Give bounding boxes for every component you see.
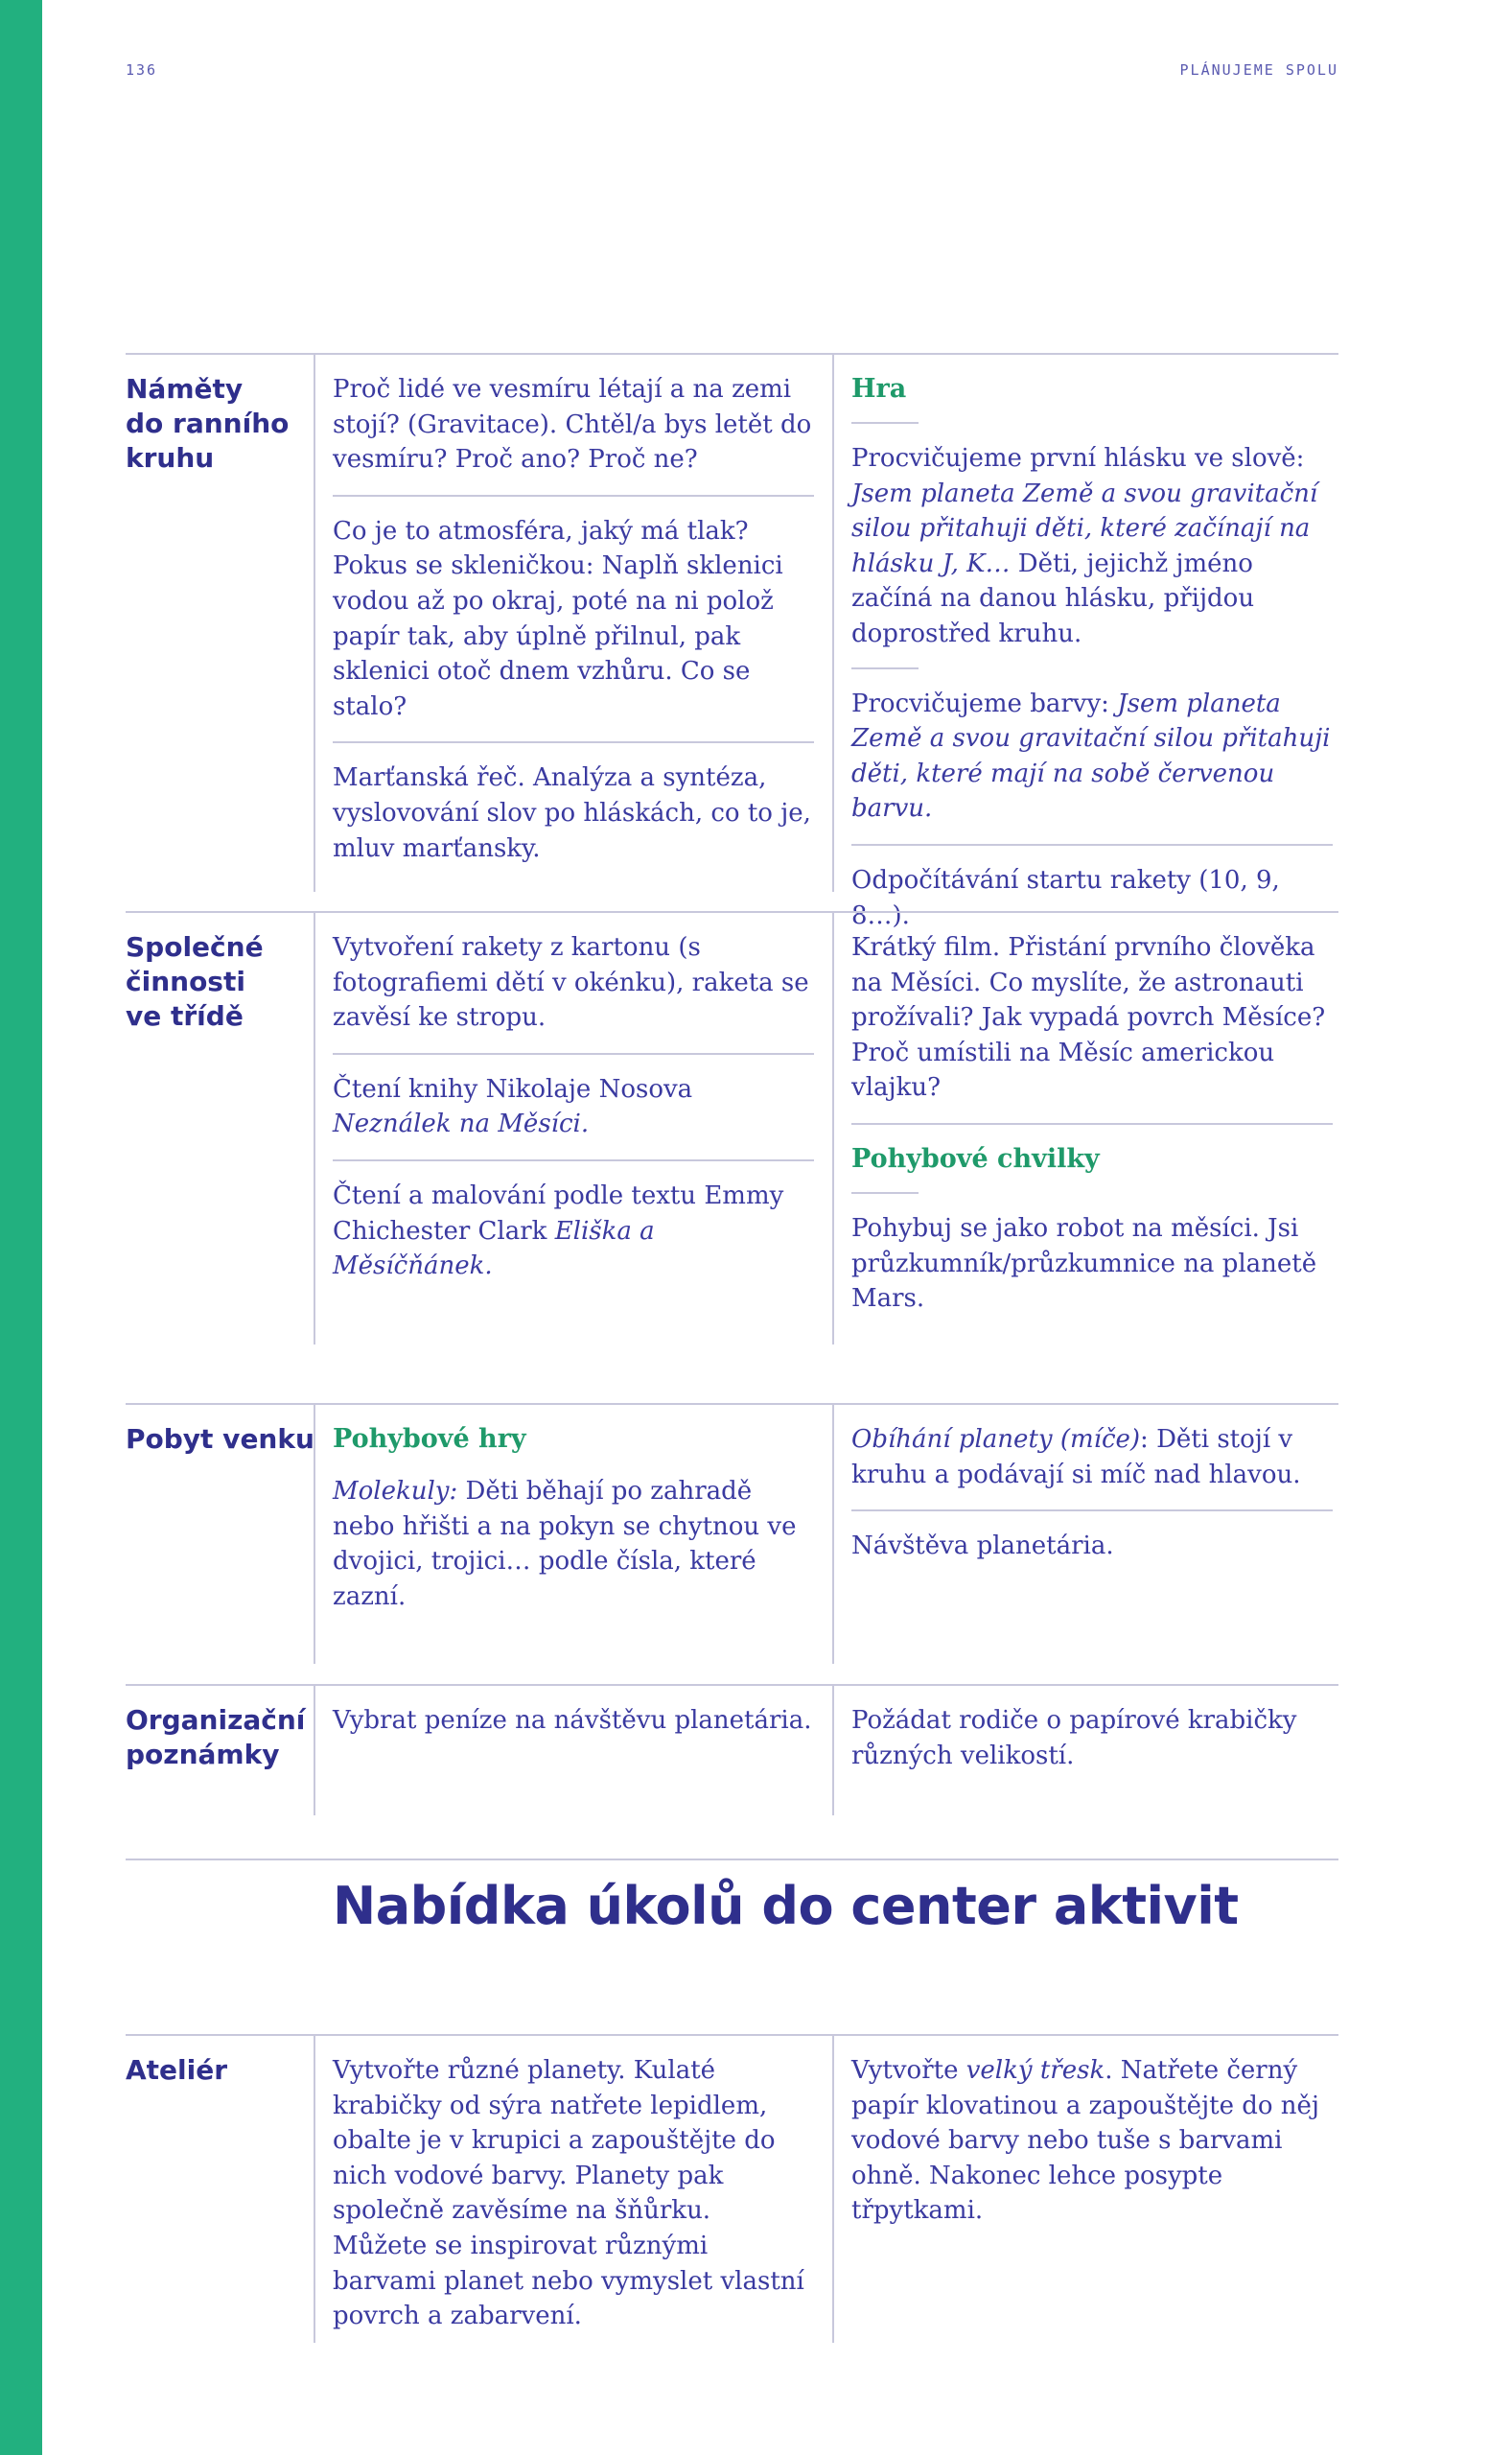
green-margin-bar: [0, 0, 42, 2455]
running-title: PLÁNUJEME SPOLU: [1179, 61, 1338, 79]
paragraph: Vytvoření rakety z kartonu (s fotografiemi dětí v okénku), raketa se zavěsí ke stropu.: [333, 933, 809, 1033]
page-number: 136: [126, 61, 158, 79]
paragraph: Proč lidé ve vesmíru létají a na zemi stojí? (Gravitace). Chtěl/a bys letět do vesmíru? Proč ano? Proč ne?: [333, 375, 812, 475]
paragraph: Odpočítávání startu rakety (10, 9, 8…).: [851, 865, 1280, 930]
section-outdoor: [126, 1403, 1338, 1664]
page-title: Nabídka úkolů do center aktivit: [333, 1876, 1239, 1936]
section-morning-circle: [126, 353, 1338, 930]
subheading-game: Hra: [851, 374, 907, 404]
column-left: [314, 355, 812, 892]
section-label: Organizační poznámky: [126, 1704, 306, 1770]
paragraph: Čtení a malování podle textu Emmy Chichester Clark Eliška a Měsíčňánek.: [333, 1181, 784, 1281]
paragraph: Požádat rodiče o papírové krabičky různých velikostí.: [851, 1706, 1297, 1770]
column-left: [314, 1405, 812, 1664]
column-right: [832, 1686, 1331, 1815]
column-right: [832, 355, 1331, 930]
column-left: [314, 2036, 812, 2343]
column-left: [314, 1686, 812, 1815]
column-left: [314, 913, 812, 1344]
page-header: [126, 61, 1338, 81]
paragraph: Marťanská řeč. Analýza a syntéza, vyslovování slov po hláskách, co to je, mluv marťansky.: [333, 763, 811, 863]
paragraph: Pohybuj se jako robot na měsíci. Jsi průzkumník/průzkumnice na planetě Mars.: [851, 1213, 1317, 1314]
section-label: Společné činnosti ve třídě: [126, 931, 264, 1032]
column-right: [832, 913, 1331, 1344]
section-label: Ateliér: [126, 2054, 228, 2086]
paragraph: Vytvořte různé planety. Kulaté krabičky od sýra natřete lepidlem, obalte je v krupici a zapouštějte do nich vodové barvy. Planety pak společně zavěsíme na šňůrku. Můžete se inspirovat různými barvami planet nebo vymyslet vlastní povrch a zabarvení.: [333, 2056, 804, 2331]
section-label: Pobyt venku: [126, 1423, 314, 1455]
paragraph: Obíhání planety (míče): Děti stojí v kruhu a podávají si míč nad hlavou.: [851, 1425, 1301, 1489]
paragraph: Vybrat peníze na návštěvu planetária.: [333, 1706, 812, 1735]
paragraph: Krátký film. Přistání prvního člověka na Měsíci. Co myslíte, že astronauti prožívali? Jak vypadá povrch Měsíce? Proč umístili na Měsíc americkou vlajku?: [851, 933, 1326, 1103]
section-atelier: [126, 2034, 1338, 2343]
subheading-movement-games: Pohybové hry: [333, 1424, 526, 1454]
paragraph: Čtení knihy Nikolaje Nosova Neználek na Měsíci.: [333, 1074, 693, 1139]
paragraph: Co je to atmosféra, jaký má tlak? Pokus se skleničkou: Naplň sklenici vodou až po okraj, poté na ni polož papír tak, aby úplně přilnul, pak sklenici otoč dnem vzhůru. Co se stalo?: [333, 516, 783, 721]
paragraph: Návštěva planetária.: [851, 1531, 1114, 1561]
section-class-activities: [126, 911, 1338, 1344]
title-divider: [126, 1859, 1338, 1860]
paragraph: Procvičujeme první hlásku ve slově: Jsem planeta Země a svou gravitační silou přitahuji děti, které začínají na hlásku J, K… Děti, jejichž jméno začíná na danou hlásku, přijdou doprostřed kruhu.: [851, 444, 1318, 648]
section-label: Náměty do ranního kruhu: [126, 373, 290, 474]
column-right: [832, 2036, 1331, 2343]
section-organizational-notes: [126, 1684, 1338, 1815]
paragraph: Vytvořte velký třesk. Natřete černý papír klovatinou a zapouštějte do něj vodové barvy nebo tuše s barvami ohně. Nakonec lehce posypte třpytkami.: [851, 2056, 1319, 2226]
subheading-movement: Pohybové chvilky: [851, 1143, 1100, 1174]
paragraph: Molekuly: Děti běhají po zahradě nebo hřišti a na pokyn se chytnou ve dvojici, trojici… podle čísla, které zazní.: [333, 1477, 797, 1611]
paragraph: Procvičujeme barvy: Jsem planeta Země a svou gravitační silou přitahuji děti, které mají na sobě červenou barvu.: [851, 689, 1331, 824]
column-right: [832, 1405, 1331, 1664]
